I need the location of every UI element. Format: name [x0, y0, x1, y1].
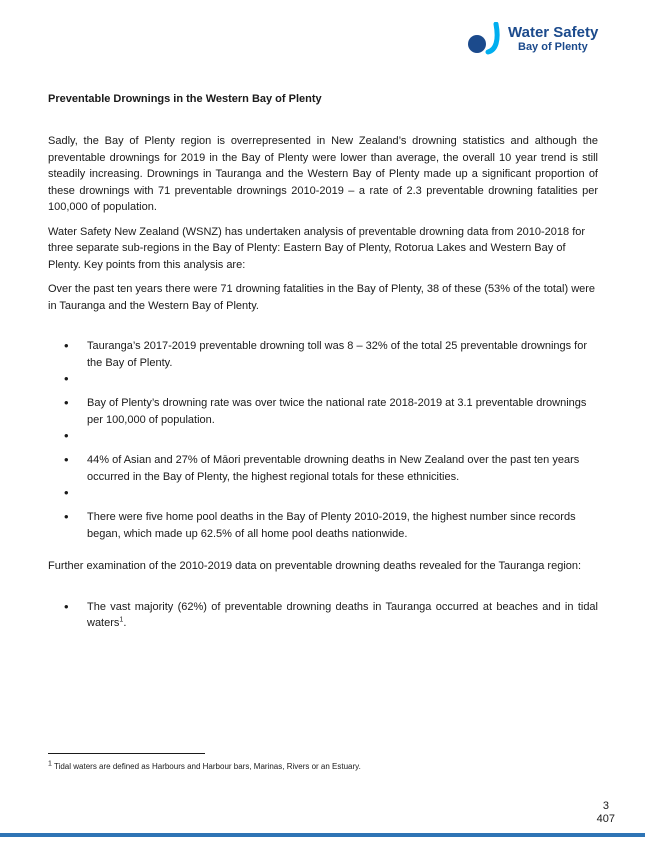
- logo-text: [508, 25, 598, 53]
- list-item-end: .: [123, 617, 127, 629]
- list-spacer: [48, 428, 598, 452]
- logo-line-1: Water Safety: [508, 24, 599, 41]
- logo-line-2: Bay of Plenty: [518, 41, 588, 53]
- paragraph-intro: Sadly, the Bay of Plenty region is overrepresented in New Zealand’s drowning statistics and although the preventable drownings for 2019 in the Bay of Plenty were lower than average, the overall 10 year trend is still steadily increasing. Drownings in Tauranga and the Western Bay of Plenty made up a significant proportion of these drownings with 71 preventable drownings 2010-2019 – a rate of 2.3 preventable drowning fatalities per 100,000 of population.: [48, 135, 598, 213]
- list-item: • Bay of Plenty’s drowning rate was over twice the national rate 2018-2019 at 3.1 preventable drownings per 100,000 of population.: [48, 395, 598, 428]
- spacer: [48, 583, 598, 599]
- list-spacer: [48, 371, 598, 395]
- page-sub-number: 407: [596, 813, 615, 825]
- section-heading: Preventable Drownings in the Western Bay of Plenty: [48, 93, 322, 105]
- list-item-text: The vast majority (62%) of preventable drowning deaths in Tauranga occurred at beaches and in tidal waters: [87, 600, 598, 629]
- body-content: [48, 133, 598, 632]
- list-spacer: [48, 485, 598, 509]
- footnote-divider: [48, 753, 205, 754]
- tauranga-points-list: [48, 599, 598, 632]
- footnote-number: 1: [48, 760, 52, 768]
- key-points-list: [48, 338, 598, 542]
- spacer: [48, 322, 598, 338]
- footer-bar: [0, 833, 645, 837]
- list-item: [48, 599, 598, 632]
- paragraph-ten-years: Over the past ten years there were 71 drowning fatalities in the Bay of Plenty, 38 of these (53% of the total) were in Tauranga and the Western Bay of Plenty.: [48, 283, 596, 312]
- footnote-ref[interactable]: 1: [119, 616, 124, 624]
- page-number: 3: [602, 800, 609, 812]
- logo-swimmer-icon: [466, 22, 508, 58]
- spacer: [48, 542, 598, 558]
- list-item: • 44% of Asian and 27% of Māori preventable drowning deaths in New Zealand over the past ten years occurred in the Bay of Plenty, the highest regional totals for these ethnicities.: [48, 452, 598, 485]
- list-item: • There were five home pool deaths in the Bay of Plenty 2010-2019, the highest number since records began, which made up 62.5% of all home pool deaths nationwide.: [48, 509, 598, 542]
- footnote: [48, 762, 361, 771]
- footnote-text: Tidal waters are defined as Harbours and Harbour bars, Marinas, Rivers or an Estuary.: [53, 762, 361, 771]
- water-safety-logo: [466, 22, 606, 62]
- paragraph-wsnz-analysis: Water Safety New Zealand (WSNZ) has undertaken analysis of preventable drowning data from 2010-2018 for three separate sub-regions in the Bay of Plenty: Eastern Bay of Plenty, Rotorua Lakes and Western Bay of Plenty. Key points from this analysis are:: [48, 225, 586, 271]
- paragraph-further-examination: Further examination of the 2010-2019 data on preventable drowning deaths revealed for the Tauranga region:: [48, 560, 582, 572]
- list-item: • Tauranga’s 2017-2019 preventable drowning toll was 8 – 32% of the total 25 preventable drownings for the Bay of Plenty.: [48, 338, 598, 371]
